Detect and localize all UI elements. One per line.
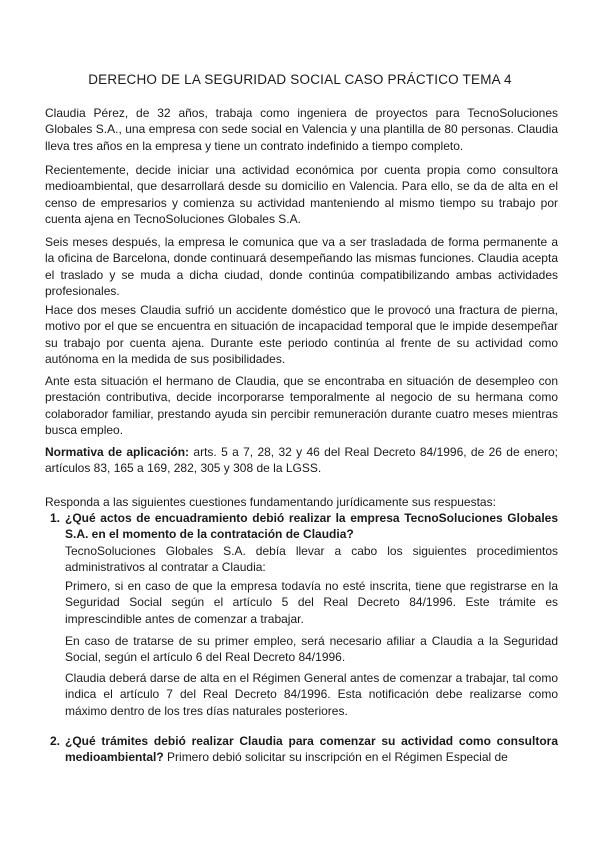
paragraph-4: Hace dos meses Claudia sufrió un accidente doméstico que le provocó una fractura de pierna, motivo por el que se encuentra en situación de incapacidad temporal que le impide desempeñar su trabajo por cuenta ajena. Durante este periodo continúa al frente de su actividad como autónoma en la medida de sus posibilidades. xyxy=(45,303,558,367)
question-2-answer: Primero debió solicitar su inscripción en el Régimen Especial de xyxy=(163,750,508,765)
paragraph-2: Recientemente, decide iniciar una actividad económica por cuenta propia como consultora medioambiental, que desarrollará desde su domicilio en Valencia. Para ello, se da de alta en el censo de empresarios y comienza su actividad manteniendo al mismo tiempo su trabajo por cuenta ajena en TecnoSoluciones Globales S.A. xyxy=(45,163,558,227)
question-1-number: 1. xyxy=(50,511,61,525)
question-1-answer-3: En caso de tratarse de su primer empleo, será necesario afiliar a Claudia a la Seguridad Social, según el artículo 6 del Real Decreto 84/1996. xyxy=(65,634,558,665)
question-1-answer-2: Primero, si en caso de que la empresa todavía no esté inscrita, tiene que registrarse en la Seguridad Social según el artículo 5 del Real Decreto 84/1996. Este trámite es imprescindible antes de comenzar a trabajar. xyxy=(65,579,558,626)
paragraph-3: Seis meses después, la empresa le comunica que va a ser trasladada de forma permanente a la oficina de Barcelona, donde continuará desempeñando las mismas funciones. Claudia acepta el traslado y se muda a dicha ciudad, donde continúa compatibilizando ambas actividades profesionales. xyxy=(45,235,558,299)
question-1-text xyxy=(65,510,558,543)
normativa-label: Normativa de aplicación: xyxy=(45,445,190,459)
question-1-heading: ¿Qué actos de encuadramiento debió realizar la empresa TecnoSoluciones Globales S.A. en el momento de la contratación de Claudia? xyxy=(65,511,558,542)
question-2-number: 2. xyxy=(50,734,61,748)
paragraph-1: Claudia Pérez, de 32 años, trabaja como ingeniera de proyectos para TecnoSoluciones Globales S.A., una empresa con sede social en Valencia y una plantilla de 80 personas. Claudia lleva tres años en la empresa y tiene un contrato indefinido a tiempo completo. xyxy=(45,106,558,153)
paragraph-5: Ante esta situación el hermano de Claudia, que se encontraba en situación de desempleo con prestación contributiva, decide incorporarse temporalmente al negocio de su hermana como colaborador familiar, prestando ayuda sin percibir remuneración durante cuatro meses mientras busca empleo. xyxy=(45,374,558,438)
instructions-text: Responda a las siguientes cuestiones fundamentando jurídicamente sus respuestas: xyxy=(45,495,496,509)
document-title: DERECHO DE LA SEGURIDAD SOCIAL CASO PRÁCTICO TEMA 4 xyxy=(88,72,512,87)
question-2-heading: ¿Qué trámites debió realizar Claudia para comenzar su actividad como consultora medioambiental? xyxy=(65,734,558,765)
normativa-paragraph xyxy=(45,444,558,477)
question-2-text xyxy=(65,733,558,766)
question-1-answer-4: Claudia deberá darse de alta en el Régimen General antes de comenzar a trabajar, tal como indica el artículo 7 del Real Decreto 84/1996. Esta notificación debe realizarse como máximo dentro de los tres días naturales posteriores. xyxy=(65,671,558,718)
question-1-answer-1: TecnoSoluciones Globales S.A. debía llevar a cabo los siguientes procedimientos administrativos al contratar a Claudia: xyxy=(65,544,558,575)
normativa-text: arts. 5 a 7, 28, 32 y 46 del Real Decreto 84/1996, de 26 de enero; artículos 83, 165 a 169, 282, 305 y 308 de la LGSS. xyxy=(45,445,559,476)
